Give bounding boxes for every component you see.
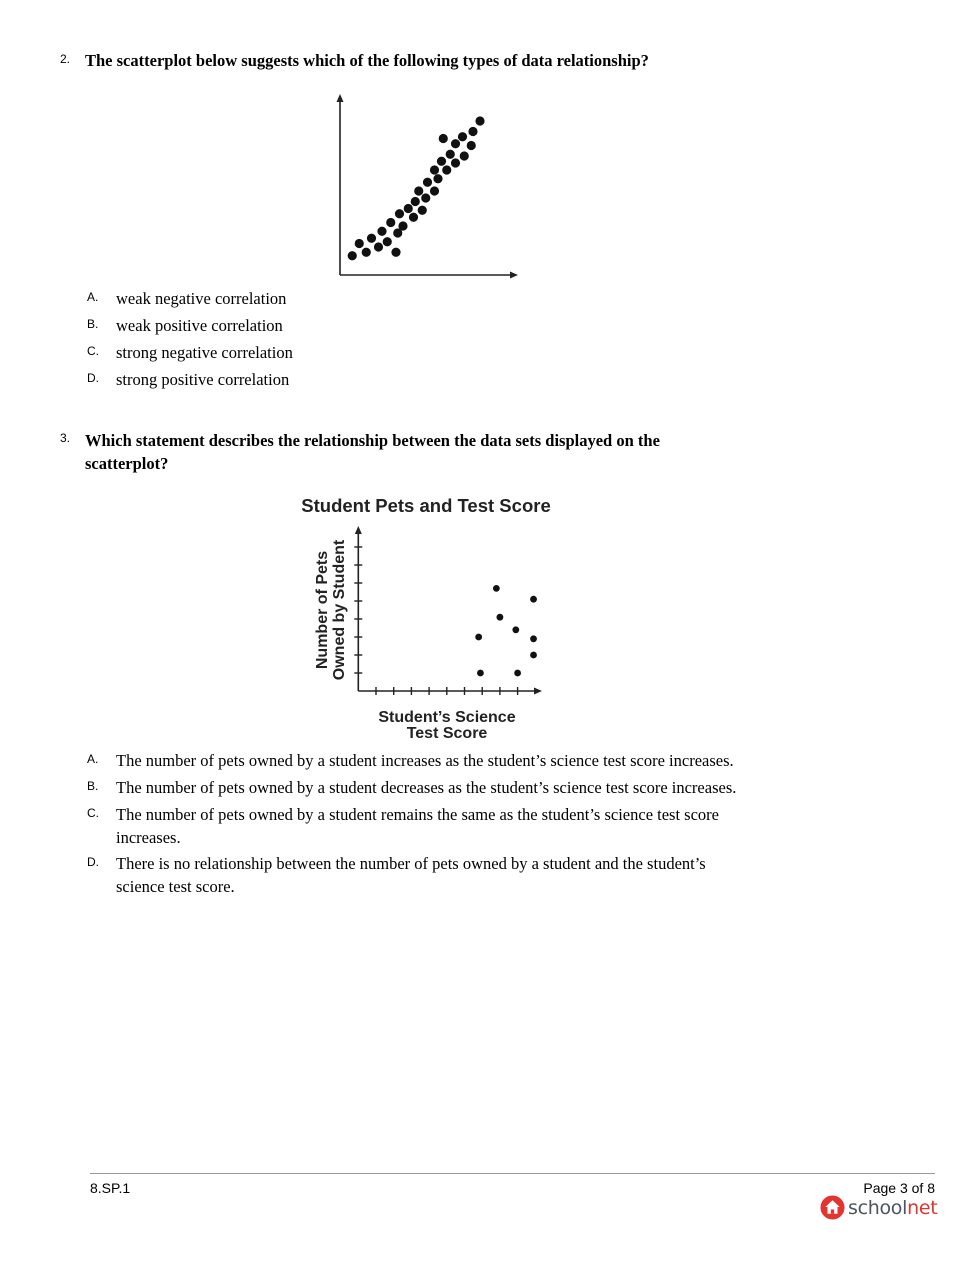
data-point	[377, 227, 386, 236]
option-letter: C.	[87, 806, 99, 820]
page-number: Page 3 of 8	[863, 1180, 935, 1196]
data-point	[458, 132, 467, 141]
option-c[interactable]: The number of pets owned by a student remains the same as the student’s science test score	[116, 805, 719, 824]
data-point	[418, 206, 427, 215]
data-point	[493, 585, 500, 592]
option-letter: A.	[87, 290, 99, 304]
data-point	[433, 174, 442, 183]
data-point	[362, 248, 371, 257]
data-point	[383, 237, 392, 246]
data-point	[386, 218, 395, 227]
data-point	[460, 151, 469, 160]
y-axis-label-line2: Owned by Student	[331, 539, 348, 681]
data-point	[391, 248, 400, 257]
data-point	[451, 139, 460, 148]
chart-points	[475, 585, 537, 676]
option-c[interactable]: strong negative correlation	[116, 343, 293, 362]
data-point	[467, 141, 476, 150]
x-axis-label-line2: Test Score	[406, 725, 488, 742]
data-point	[530, 635, 537, 642]
chart-points	[348, 116, 485, 260]
chart-title: Student Pets and Test Score	[301, 495, 551, 516]
data-point	[430, 165, 439, 174]
data-point	[451, 158, 460, 167]
question-number: 3.	[60, 431, 71, 445]
footer-divider	[90, 1173, 935, 1174]
data-point	[475, 634, 482, 641]
data-point	[439, 134, 448, 143]
data-point	[348, 251, 357, 260]
option-b[interactable]: The number of pets owned by a student decreases as the student’s science test score increases.	[116, 778, 737, 797]
option-d-cont[interactable]: science test score.	[116, 877, 235, 896]
home-icon	[820, 1195, 845, 1220]
data-point	[530, 596, 537, 603]
data-point	[442, 165, 451, 174]
data-point	[514, 670, 521, 677]
question-prompt: Which statement describes the relationship between the data sets displayed on the	[85, 431, 660, 450]
scatterplot-strong-positive	[330, 90, 530, 285]
option-d[interactable]: There is no relationship between the number of pets owned by a student and the student’s	[116, 854, 706, 873]
data-point	[530, 652, 537, 659]
schoolnet-logo	[820, 1195, 937, 1220]
data-point	[512, 626, 519, 633]
data-point	[409, 213, 418, 222]
y-axis-label-line1: Number of Pets	[314, 550, 331, 670]
data-point	[395, 209, 404, 218]
data-point	[446, 150, 455, 159]
brand-name: schoolnet	[848, 1196, 938, 1219]
data-point	[421, 193, 430, 202]
data-point	[477, 670, 484, 677]
data-point	[475, 116, 484, 125]
data-point	[437, 157, 446, 166]
scatterplot-pets-test-score	[290, 490, 570, 745]
option-letter: B.	[87, 779, 99, 793]
data-point	[468, 127, 477, 136]
x-axis-label-line1: Student’s Science	[378, 709, 516, 726]
option-letter: D.	[87, 371, 99, 385]
data-point	[374, 242, 383, 251]
option-letter: A.	[87, 752, 99, 766]
standard-code: 8.SP.1	[90, 1180, 131, 1196]
option-a[interactable]: weak negative correlation	[116, 289, 287, 308]
option-c-cont[interactable]: increases.	[116, 828, 181, 847]
data-point	[497, 614, 504, 621]
option-b[interactable]: weak positive correlation	[116, 316, 283, 335]
question-prompt-cont: scatterplot?	[85, 454, 169, 473]
data-point	[411, 197, 420, 206]
option-a[interactable]: The number of pets owned by a student increases as the student’s science test score increases.	[116, 751, 734, 770]
chart-axes	[354, 526, 542, 695]
data-point	[430, 186, 439, 195]
data-point	[398, 221, 407, 230]
question-number: 2.	[60, 52, 71, 66]
option-letter: C.	[87, 344, 99, 358]
data-point	[414, 186, 423, 195]
data-point	[404, 204, 413, 213]
data-point	[423, 178, 432, 187]
data-point	[367, 234, 376, 243]
option-letter: B.	[87, 317, 99, 331]
data-point	[355, 239, 364, 248]
question-prompt: The scatterplot below suggests which of the following types of data relationship?	[85, 51, 649, 70]
option-d[interactable]: strong positive correlation	[116, 370, 290, 389]
option-letter: D.	[87, 855, 99, 869]
